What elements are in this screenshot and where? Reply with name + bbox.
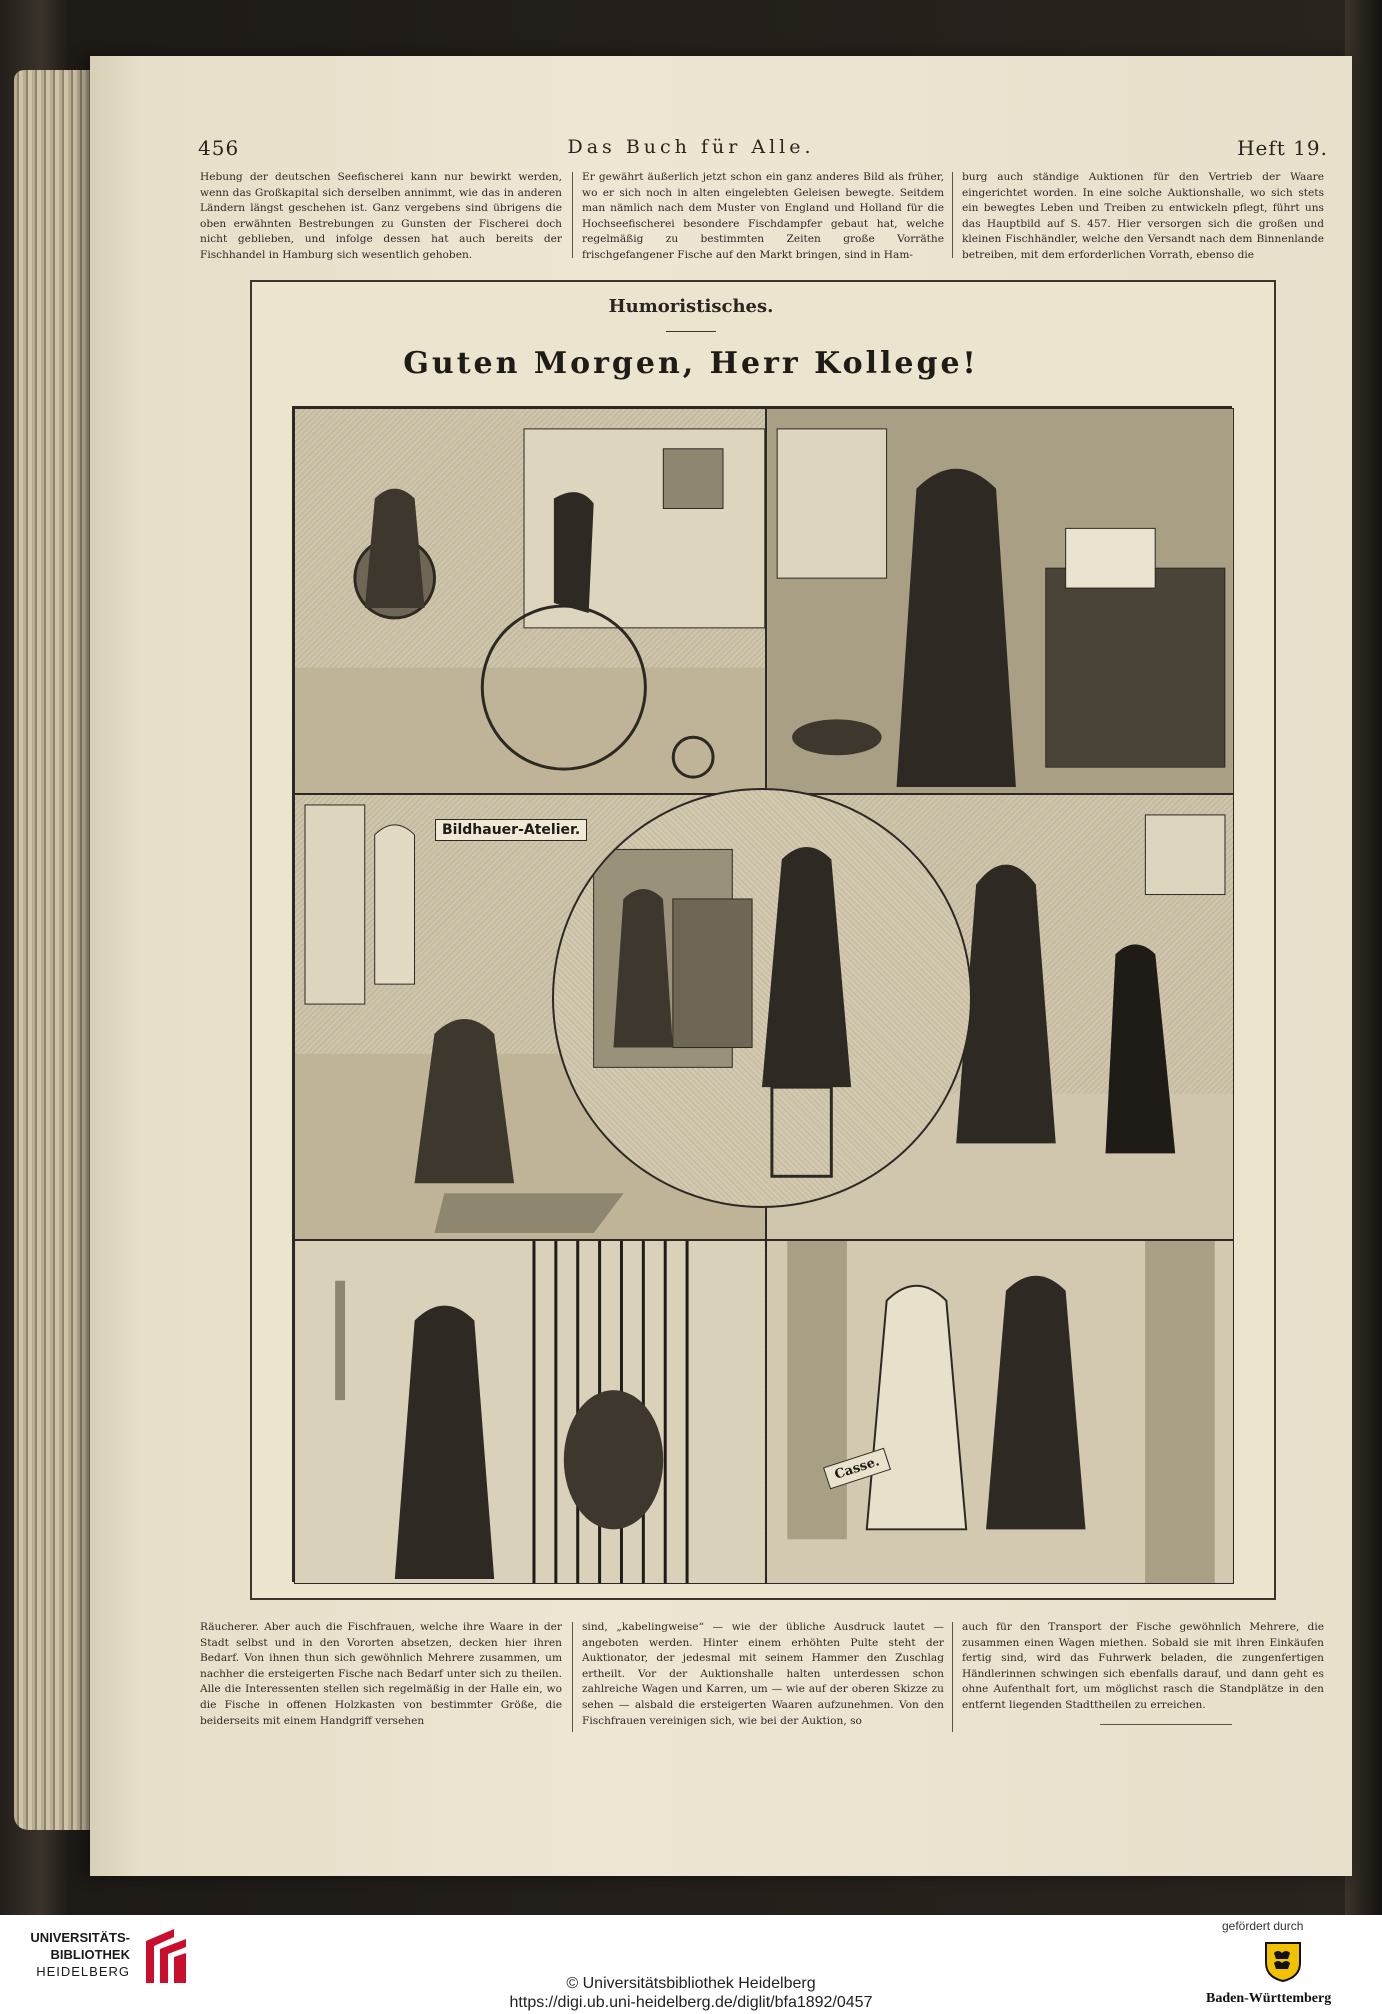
funder-name: Baden-Württemberg bbox=[1206, 1991, 1332, 2006]
copyright-notice: © Universitätsbibliothek Heidelberg bbox=[566, 1975, 816, 1992]
text-column-bottom-right: auch für den Transport der Fische gewöhnlich Mehrere, die zusammen einen Wagen miethen. Sobald sie mit ihren Einkäufen fertig sind, wird das Fuhrwerk beladen, die zungenfertigen Händlerinnen schwingen sich ebenfalls darauf, und dann geht es ohne Aufenthalt fort, um möglichst rasch die Standplätze in den entfernt liegenden Stadttheilen zu erreichen. bbox=[962, 1621, 1324, 1711]
library-name bbox=[0, 1929, 130, 1980]
running-title: Das Buch für Alle. bbox=[567, 136, 815, 158]
panel-hunters-forest bbox=[766, 1240, 1234, 1584]
knife-grinder-drawing bbox=[295, 409, 765, 793]
page-number: 456 bbox=[198, 136, 240, 160]
viewer-footer bbox=[0, 1915, 1382, 2014]
section-heading: Humoristisches. bbox=[608, 296, 774, 317]
library-name-line: UNIVERSITÄTS- bbox=[30, 1930, 130, 1945]
funded-by-label: gefördert durch bbox=[1222, 1919, 1304, 1933]
library-name-line: HEIDELBERG bbox=[36, 1964, 130, 1979]
hunters-drawing bbox=[767, 1241, 1233, 1583]
issue-label: Heft 19. bbox=[1237, 136, 1328, 160]
end-rule bbox=[1100, 1724, 1232, 1725]
column-rule bbox=[952, 172, 953, 258]
text-column-top-left: Hebung der deutschen Seefischerei kann nur bewirkt werden, wenn das Großkapital sich derselben annimmt, wie das in anderen Ländern längst geschehen ist. Ganz vergebens sind übrigens die oben erwähnten Bestrebungen zu Gunsten der Fischerei doch nicht geblieben, und infolge dessen hat auch bereits der Fischhandel in Hamburg sich wesentlich gehoben. bbox=[200, 171, 562, 261]
illustration-title: Guten Morgen, Herr Kollege! bbox=[403, 346, 979, 381]
text-column-bottom-middle: sind, „kabelingweise“ — wie der übliche Ausdruck lautet — angeboten werden. Hinter einem erhöhten Pulte steht der Auktionator, der jedesmal mit seinem Hammer den Zuschlag ertheilt. Vor der Auktionshalle halten unterdessen schon zahlreiche Wagen und Karren, um — wie auf der oberen Skizze zu sehen — alsbald die ersteigerten Waaren aufzunehmen. Von den Fischfrauen vereinigen sich, wie bei der Auktion, so bbox=[582, 1621, 944, 1727]
text-column-top-right: burg auch ständige Auktionen für den Vertrieb der Waare eingerichtet worden. In eine solche Auktionshalle, wo sich stets ein bewegtes Leben und Treiben zu entwickeln pflegt, führt uns das Hauptbild auf S. 457. Hier versorgen sich die großen und kleinen Fischhändler, welche den Versandt nach dem Binnenlande betreiben, mit dem erforderlichen Vorrath, ebenso die bbox=[962, 171, 1324, 261]
illustration-plates bbox=[292, 406, 1232, 1582]
heading-rule bbox=[666, 331, 716, 332]
atelier-sign: Bildhauer-Atelier. bbox=[435, 819, 587, 841]
painter-drawing bbox=[554, 790, 970, 1206]
piano-singer-drawing bbox=[767, 409, 1233, 793]
panel-painter-circle bbox=[552, 788, 972, 1208]
column-rule bbox=[572, 172, 573, 258]
text-column-top-middle: Er gewährt äußerlich jetzt schon ein ganz anderes Bild als früher, wo er sich noch in alten eingelebten Geleisen bewegte. Seitdem man nämlich nach dem Muster von England und Holland für die Hochseefischerei besondere Fischdampfer gebaut hat, welche regelmäßig zu bestimmten Zeiten große Vorräthe frischgefangener Fische auf den Markt bringen, sind in Ham- bbox=[582, 171, 944, 261]
panel-knife-grinder-cyclist bbox=[294, 408, 766, 794]
permalink[interactable]: https://digi.ub.uni-heidelberg.de/diglit/bfa1892/0457 bbox=[509, 1994, 873, 2011]
column-rule bbox=[572, 1622, 573, 1732]
panel-piano-singer bbox=[766, 408, 1234, 794]
zoo-ape-drawing bbox=[295, 1241, 765, 1583]
text-column-bottom-left: Räucherer. Aber auch die Fischfrauen, welche ihre Waare in der Stadt selbst und in den Vororten absetzen, decken hier ihren Bedarf. Von ihnen thun sich gewöhnlich Mehrere zusammen, um nachher die ersteigerten Fische nach Bedarf unter sich zu theilen. Alle die Interessenten stellen sich regelmäßig in der Halle ein, wo die Fische in offenen Holzkasten von bestimmter Größe, die beiderseits mit einem Handgriff versehen bbox=[200, 1621, 562, 1727]
column-rule bbox=[952, 1622, 953, 1732]
baden-wuerttemberg-emblem-icon[interactable] bbox=[1262, 1939, 1304, 1983]
panel-zoo-ape bbox=[294, 1240, 766, 1584]
library-name-line: BIBLIOTHEK bbox=[50, 1947, 130, 1962]
cash-box-label: Casse. bbox=[823, 1448, 891, 1490]
